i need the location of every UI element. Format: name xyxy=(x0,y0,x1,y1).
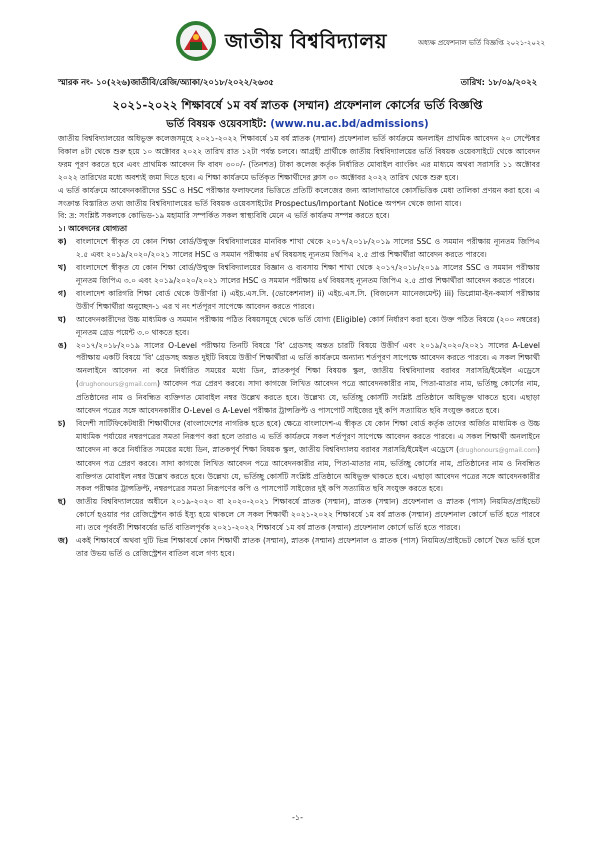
university-logo-icon xyxy=(175,20,217,62)
header-top-right-note: অধ্যক্ষ প্রফেশনাল ভর্তি বিজ্ঞপ্তি ২০২১-২০২২ xyxy=(417,39,545,47)
item-label: চ) xyxy=(58,418,66,428)
section-eligibility-title: ১। আবেদনের যোগ্যতা xyxy=(58,224,128,234)
item-label: ঙ) xyxy=(58,340,67,350)
eligibility-item-cha xyxy=(58,418,540,496)
eligibility-item-ja xyxy=(58,535,540,561)
item-text: একই শিক্ষাবর্ষে অথবা দুটি ভিন্ন শিক্ষাবর্ষে কোন শিক্ষার্থী স্নাতক (সম্মান), স্নাতক (সম্মান) প্রফেশনাল ও স্নাতক (পাস) নিয়মিত/প্রাইভেট কোর্সে দ্বৈত ভর্তি হলে তার উভয় ভর্তি ও রেজিস্ট্রেশন বাতিল বলে গণ্য হবে। xyxy=(76,536,540,558)
item-text: জাতীয় বিশ্ববিদ্যালয়ের অধীনে ২০১৯-২০২০ বা ২০২০-২০২১ শিক্ষাবর্ষে স্নাতক (সম্মান), স্নাতক (সম্মান) প্রফেশনাল ও স্নাতক (পাস) নিয়মিত/প্রাইভেট কোর্সে হওয়ার পর রেজিস্ট্রেশন কার্ড ইস্যু হয়ে থাকলে সে সকল শিক্ষার্থী ২০২১-২০২২ শিক্ষাবর্ষে ১ম বর্ষ স্নাতক (সম্মান) প্রফেশনাল কোর্সে ভর্তি হতে পারবে না। তবে পূর্ববর্তী শিক্ষাবর্ষের ভর্তি বাতিলপূর্বক ২০২১-২০২২ শিক্ষাবর্ষে ১ম বর্ষ স্নাতক (সম্মান) প্রফেশনাল কোর্সে ভর্তি হতে পারবে। xyxy=(76,497,540,533)
memo-row xyxy=(58,76,537,88)
item-text: বাংলাদেশ কারিগরি শিক্ষা বোর্ড থেকে উত্তীর্ণরা i) এইচ.এস.সি. (ভোকেশনাল) ii) এইচ.এস.সি. (বিজনেস ম্যানেজমেন্ট) iii) ডিপ্লোমা-ইন-কমার্স পরীক্ষায় উত্তীর্ণ শিক্ষার্থীরা অনুচ্ছেদ-১ এর খ নং শর্তপূরণ সাপেক্ষে আবেদন করতে পারবে। xyxy=(76,288,540,311)
item-text: বাংলাদেশে স্বীকৃত যে কোন শিক্ষা বোর্ড/উন্মুক্ত বিশ্ববিদ্যালয়ের বিজ্ঞান ও ব্যবসায় শিক্ষা শাখা থেকে ২০১৭/২০১৮/২০১৯ সালের SSC ও সমমান পরীক্ষায় ন্যূনতম জিপিএ ৩.০ এবং ২০১৯/২০২০/২০২১ সালের HSC ও সমমান পরীক্ষায় ৪র্থ বিষয়সহ ন্যূনতম জিপিএ ২.৫ প্রাপ্ত শিক্ষার্থীরা আবেদন করতে পারবে। xyxy=(76,263,540,285)
notice-body xyxy=(58,133,540,561)
memo-number: স্মারক নং- ১০(২২৬)জাতীবি/রেজি/অ্যাকা/২০১৮/২০২২/২৬৩৫ xyxy=(58,77,274,87)
email-link[interactable]: drughonours@gmail.com xyxy=(78,381,157,389)
item-label: খ) xyxy=(58,263,67,273)
website-label: ভর্তি বিষয়ক ওয়েবসাইট: xyxy=(166,119,271,130)
item-text-part: বিদেশী সার্টিফিকেটধারী শিক্ষার্থীদের (বাংলাদেশের নাগরিক হতে হবে) ক্ষেত্রে বাংলাদেশ-এ স্বীকৃত যে কোন শিক্ষা বোর্ড কর্তৃক তাদের অর্জিত মাধ্যমিক ও উচ্চ মাধ্যমিক পর্যায়ের নম্বরপত্রের সমতা নিরূপণ করা হলে তারাও এ ভর্তি কার্যক্রমে সকল শর্তপূরণ সাপেক্ষে আবেদন করতে পারবে। এ সকল শিক্ষার্থী অনলাইনে আবেদন না করে নির্ধারিত সময়ের মধ্যে ডিন, স্নাতকপূর্ব শিক্ষা বিষয়ক স্কুল, জাতীয় বিশ্ববিদ্যালয় বরাবর সরাসরি/ইমেইল এড্রেসে ( xyxy=(76,418,540,454)
eligibility-item-kha xyxy=(58,262,540,288)
item-text: আবেদনকারীদের উচ্চ মাধ্যমিক ও সমমান পরীক্ষায় পঠিত বিষয়সমূহে থেকে ভর্তি যোগ্য (Eligible) কোর্স নির্ধারণ করা হবে। উক্ত পঠিত বিষয়ে (২০০ নম্বরের) ন্যূনতম গ্রেড পয়েন্ট ৩.০ থাকতে হবে। xyxy=(76,314,540,337)
item-text: বাংলাদেশে স্বীকৃত যে কোন শিক্ষা বোর্ড/উন্মুক্ত বিশ্ববিদ্যালয়ের মানবিক শাখা থেকে ২০১৭/২০১৮/২০১৯ সালের SSC ও সমমান পরীক্ষায় ন্যূনতম জিপিএ ২.৫ এবং ২০১৯/২০২০/২০২১ সালের HSC ও সমমান পরীক্ষায় ৪র্থ বিষয়সহ ন্যূনতম জিপিএ ২.৫ প্রাপ্ত শিক্ষার্থীরা আবেদন করতে পারবে। xyxy=(76,237,540,260)
intro-paragraph-2: এ ভর্তি কার্যক্রমে আবেদনকারীদের SSC ও HSC পরীক্ষার ফলাফলের ভিত্তিতে প্রতিটি কলেজের জন্য আলাদাভাবে কোর্সভিত্তিক মেধা তালিকা প্রণয়ন করা হবে। এ সংক্রান্ত বিস্তারিত তথ্য জাতীয় বিশ্ববিদ্যালয়ের ভর্তি বিষয়ক ওয়েবসাইটের Prospectus/Important Notice অপশন থেকে জানা যাবে। xyxy=(58,185,540,208)
item-text-part: ) আবেদন পত্র প্রেরণ করবে। সাদা কাগজে লিখিত আবেদন পত্রে আবেদনকারীর নাম, পিতা-মাতার নাম, ভর্তিচ্ছু কোর্সের নাম, প্রতিষ্ঠানের নাম ও নিবন্ধিত ব্যক্তিগত মোবাইল নম্বর উল্লেখ করতে হবে। উল্লেখ্য যে, ভর্তিচ্ছু কোর্সটি সংশ্লিষ্ট প্রতিষ্ঠানে অধিভুক্ত থাকতে হবে। এছাড়া আবেদন পত্রের সঙ্গে আবেদনকারীর O-Level ও A-Level পরীক্ষার ট্রান্সক্রিপ্ট ও পাসপোর্ট সাইজের দুই কপি সত্যায়িত ছবি সংযুক্ত করতে হবে। xyxy=(76,379,540,416)
university-name: জাতীয় বিশ্ববিদ্যালয় xyxy=(225,29,388,53)
item-text-part: ) আবেদন পত্র প্রেরণ করবে। সাদা কাগজে লিখিত আবেদন পত্রে আবেদনকারীর নাম, পিতা-মাতার নাম, ভর্তিচ্ছু কোর্সের নাম, প্রতিষ্ঠানের নাম ও নিবন্ধিত ব্যক্তিগত মোবাইল নম্বর উল্লেখ করতে হবে। উল্লেখ্য যে, ভর্তিচ্ছু কোর্সটি সংশ্লিষ্ট প্রতিষ্ঠানে অধিভুক্ত থাকতে হবে। এছাড়া আবেদন পত্রের সঙ্গে আবেদনকারীর সকল পরীক্ষার ট্রান্সক্রিপ্ট, নম্বরপত্রের সমতা নিরূপণের কপি ও পাসপোর্ট সাইজের দুই কপি সত্যায়িত ছবি সংযুক্ত করতে হবে। xyxy=(76,444,540,494)
item-text xyxy=(76,418,540,496)
item-text xyxy=(76,340,540,418)
website-line xyxy=(0,117,595,134)
eligibility-item-ka xyxy=(58,236,540,262)
email-link[interactable]: drughonours@gmail.com xyxy=(459,446,538,454)
eligibility-item-chha xyxy=(58,496,540,535)
notice-title: ২০২১-২০২২ শিক্ষাবর্ষে ১ম বর্ষ স্নাতক (সম্মান) প্রফেশনাল কোর্সের ভর্তি বিজ্ঞপ্তি xyxy=(112,98,483,112)
item-label: ঘ) xyxy=(58,314,67,324)
item-label: গ) xyxy=(58,288,67,298)
intro-paragraph-1: জাতীয় বিশ্ববিদ্যালয়ের অধিভুক্ত কলেজসমূহে ২০২১-২০২২ শিক্ষাবর্ষে ১ম বর্ষ স্নাতক (সম্মান) প্রফেশনাল ভর্তি কার্যক্রমে অনলাইন প্রাথমিক আবেদন ২০ সেপ্টেম্বর বিকাল ৪টা থেকে শুরু হয়ে ১০ অক্টোবর ২০২২ তারিখ রাত ১২টা পর্যন্ত চলবে। আগ্রহী প্রার্থীকে জাতীয় বিশ্ববিদ্যালয়ের ভর্তি বিষয়ক ওয়েবসাইটে থেকে আবেদন ফরম পূরণ করতে হবে এবং প্রাথমিক আবেদন ফি বাবদ ৩০০/- (তিনশত) টাকা কলেজ কর্তৃক নির্ধারিত মোবাইল ব্যাংকিং এর মাধ্যমে অথবা সরাসরি ১১ অক্টোবর ২০২২ তারিখের মধ্যে অবশ্যই জমা দিতে হবে। এ শিক্ষা কার্যক্রমে ভর্তিকৃত শিক্ষার্থীদের ক্লাস ৩০ অক্টোবর ২০২২ তারিখ থেকে শুরু হবে। xyxy=(58,134,540,182)
page-number: -১- xyxy=(292,813,303,822)
eligibility-item-uma xyxy=(58,340,540,418)
item-text-part: ২০১৭/২০১৮/২০১৯ সালের O-Level পরীক্ষায় তিনটি বিষয়ে 'বি' গ্রেডসহ অন্তত চারটি বিষয়ে উত্তীর্ণ এবং ২০১৯/২০২০/২০২১ সালের A-Level পরীক্ষায় একটি বিষয়ে 'বি' গ্রেডসহ অন্তত দুইটি বিষয়ে উত্তীর্ণ শিক্ষার্থীরা এ ভর্তি কার্যক্রমে অন্যান্য শর্তপূরণ সাপেক্ষে আবেদন করতে পারবে। এ সকল শিক্ষার্থী অনলাইনে আবেদন না করে নির্ধারিত সময়ের মধ্যে ডিন, স্নাতকপূর্ব শিক্ষা বিষয়ক স্কুল, জাতীয় বিশ্ববিদ্যালয় বরাবর সরাসরি/ইমেইল এড্রেসে ( xyxy=(76,340,540,389)
item-label: জ) xyxy=(58,536,69,546)
notice-date: তারিখ: ১৮/০৯/২০২২ xyxy=(460,77,537,87)
eligibility-item-ga xyxy=(58,288,540,314)
item-label: ছ) xyxy=(58,497,67,507)
item-label: ক) xyxy=(58,237,67,247)
website-link[interactable]: (www.nu.ac.bd/admissions) xyxy=(270,119,429,130)
covid-note: বি: দ্র: সংশ্লিষ্ট সকলকে কোভিড-১৯ মহামারি সম্পর্কিত সকল স্বাস্থ্যবিধি মেনে এ ভর্তি কার্যক্রম সম্পন্ন করতে হবে। xyxy=(58,211,390,221)
eligibility-item-gha xyxy=(58,314,540,340)
